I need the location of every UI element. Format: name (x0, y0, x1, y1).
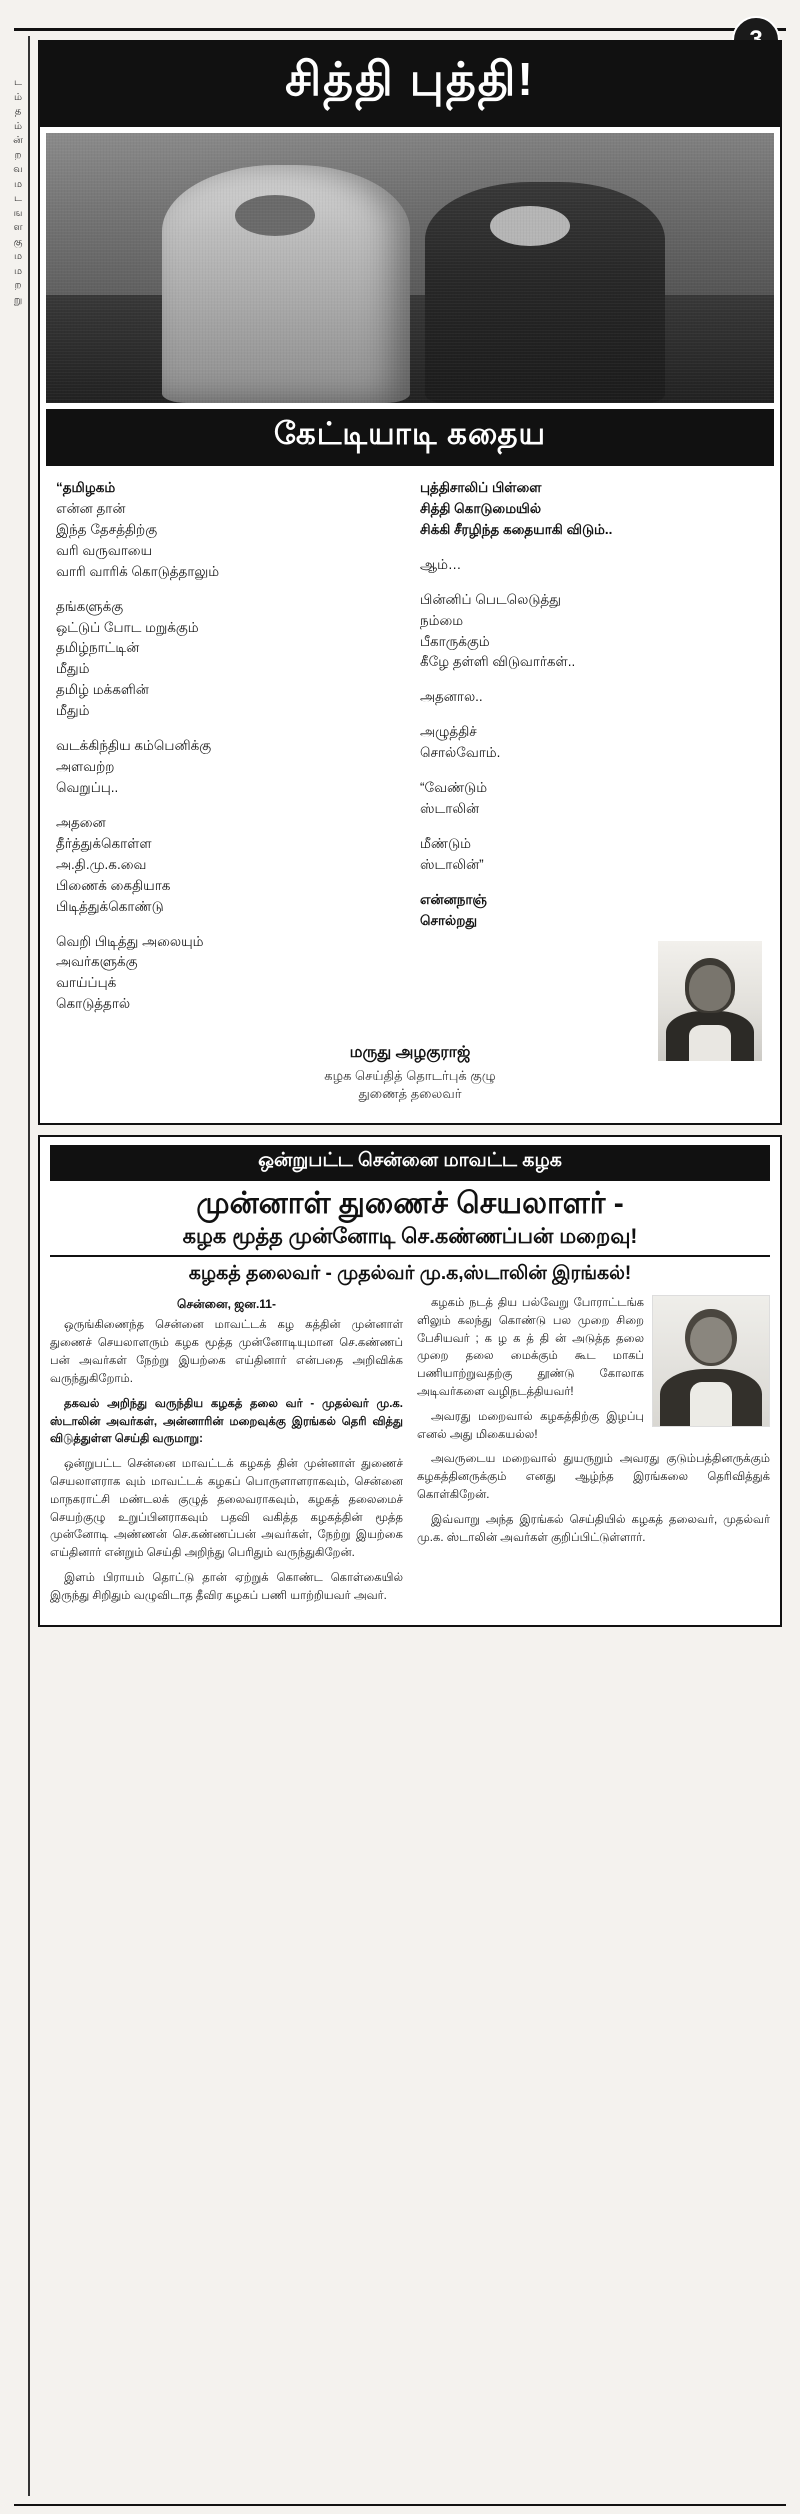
poem-line: பிணைக் கைதியாக (56, 877, 171, 893)
article2-body (50, 1295, 770, 1613)
poem-line: சொல்றது (420, 912, 478, 928)
strip-char: ள (13, 222, 23, 233)
article-sithi-putthi (38, 40, 782, 1125)
article-obituary (38, 1135, 782, 1626)
poem-line: இந்த தேசத்திற்கு (56, 521, 158, 537)
poem-line: வாரி வாரிக் கொடுத்தாலும் (56, 563, 220, 579)
strip-char: த (14, 106, 22, 117)
strip-char: ட (14, 77, 22, 88)
poem-stanza (56, 597, 400, 723)
poem-line: தமிழ் மக்களின் (56, 682, 149, 698)
poem-line: சொல்வோம். (420, 745, 501, 761)
poem-line: பீகாருக்கும் (420, 633, 490, 649)
strip-char: வ (13, 164, 23, 175)
poem-stanza (420, 590, 764, 674)
poem-line: ஒட்டுப் போட மறுக்கும் (56, 619, 199, 635)
article2-headline-1: முன்னாள் துணைச் செயலாளர் - (196, 1187, 624, 1221)
poem-line: வடக்கிந்திய கம்பெனிக்கு (56, 738, 212, 754)
poem-line: ஆம்… (420, 556, 462, 572)
body-paragraph: இவ்வாறு அந்த இரங்கல் செய்தியில் கழகத் தலைவர், முதல்வர் மு.க. ஸ்டாலின் அவர்கள் குறிப்பிட்டுள்ளார். (417, 1513, 770, 1544)
body-paragraph: ஒருங்கிணைந்த சென்னை மாவட்டக் கழ கத்தின் முன்னாள் துணைச் செயலாளரும் கழக மூத்த முன்னோடியுமான செ.கண்ணப் பன் அவர்கள் நேற்று இயற்கை எய்தினார் என்பதை அறிவிக்க வருந்துகிறோம். (50, 1319, 403, 1385)
body-paragraph: அவரது மறைவால் கழகத்திற்கு இழப்பு எனல் அது மிகையல்ல! (417, 1410, 644, 1441)
poem-line: தமிழ்நாட்டின் (56, 640, 140, 656)
page-number-bar (0, 10, 800, 44)
strip-char: ற (14, 280, 22, 291)
photo-grain-overlay (46, 133, 774, 403)
article2-kicker: ஒன்றுபட்ட சென்னை மாவட்ட கழக (50, 1145, 770, 1181)
poem-line: தீர்த்துக்கொள்ள (56, 835, 152, 851)
poem-line: அளவற்ற (56, 759, 115, 775)
author-role-line2: துணைத் தலைவர் (358, 1086, 462, 1102)
poem-line: “வேண்டும் (420, 780, 488, 796)
article1-photo-caption: கேட்டியாடி கதைய (46, 409, 774, 466)
strip-char: ம் (13, 91, 23, 103)
poem-line: மீதும் (56, 703, 90, 719)
portrait-shirt (689, 1025, 731, 1061)
author-portrait (658, 941, 762, 1061)
article2-headline-3: கழகத் தலைவர் - முதல்வர் மு.க,ஸ்டாலின் இரங்கல்! (188, 1262, 632, 1284)
poem-line: பிடித்துக்கொண்டு (56, 898, 164, 914)
poem-line: அ.தி.மு.க.வை (56, 856, 147, 872)
poem-stanza (420, 722, 764, 764)
body-paragraph: அவருடைய மறைவால் துயருறும் அவரது குடும்பத்தினருக்கும் கழகத்தினருக்கும் எனது ஆழ்ந்த இரங்கலை தெரிவித்துக் கொள்கிறேன். (417, 1453, 770, 1502)
article1-photo (46, 133, 774, 403)
poem-stanza (420, 687, 764, 708)
dateline: சென்னை, ஜன.11- (177, 1296, 276, 1311)
portrait-face (690, 1317, 732, 1364)
author-name: மருது அழகுராஜ் (349, 1044, 471, 1062)
poem-line: மீண்டும் (420, 835, 471, 851)
poem-line: வெறி பிடித்து அலையும் (56, 933, 204, 949)
main-content (34, 40, 786, 2500)
strip-char: ற (14, 149, 22, 161)
portrait-face (689, 965, 731, 1011)
poem-line: அதனை (56, 814, 106, 830)
author-role-line1: கழக செய்தித் தொடர்புக் குழு (324, 1068, 496, 1084)
poem-line: அழுத்திச் (420, 724, 477, 740)
strip-char: ம் (13, 120, 23, 132)
poem-line: ஸ்டாலின்” (420, 856, 484, 872)
poem-line: புத்திசாலிப் பிள்ளை (420, 480, 542, 495)
strip-char: ங (13, 207, 23, 219)
poem-column-left (56, 478, 400, 1029)
poem-line: வாய்ப்புக் (56, 975, 117, 991)
article1-title: சித்தி புத்தி! (40, 42, 780, 127)
article1-credit (40, 1037, 780, 1123)
poem-stanza (56, 932, 400, 1016)
body-paragraph: ஒன்றுபட்ட சென்னை மாவட்டக் கழகத் தின் முன்னாள் துணைச் செயலாளராக வும் மாவட்டக் கழகப் பொருளாளராகவும், சென்னை மாநகராட்சி மண்டலக் குழுத் தலைவராகவும், கழகத் தலைமைச் செயற்குழு உறுப்பினராகவும் பதவி வகித்த கழகத்தின் மூத்த முன்னோடி அண்ணன் செ.கண்ணப்பன் அவர்கள், நேற்று இயற்கை எய்தினார் என்றும் செய்தி அறிந்து பெரிதும் வருந்துகிறேன். (50, 1458, 403, 1560)
poem-line: கீழே தள்ளி விடுவார்கள்.. (420, 654, 576, 670)
article2-divider (50, 1255, 770, 1257)
article2-headline-2: கழக மூத்த முன்னோடி செ.கண்ணப்பன் மறைவு! (182, 1224, 638, 1248)
deceased-portrait (652, 1295, 770, 1427)
strip-char: று (13, 294, 23, 306)
poem-line: தங்களுக்கு (56, 598, 124, 614)
poem-stanza (420, 478, 764, 541)
poem-line: வரி வருவாயை (56, 542, 153, 558)
poem-stanza (56, 478, 400, 583)
portrait-shirt (690, 1382, 732, 1426)
poem-stanza (420, 778, 764, 820)
bottom-rule (14, 2504, 786, 2506)
strip-char: ம (13, 251, 23, 262)
poem-line: என்னநாஞ் (420, 891, 487, 907)
poem-line: அதனால.. (420, 689, 483, 705)
poem-line: “தமிழகம் (56, 480, 116, 495)
poem-line: என்ன தான் (56, 500, 126, 516)
poem-stanza (56, 813, 400, 918)
body-paragraph: கழகம் நடத் திய பல்வேறு போராட்டங்க ளிலும் கலந்து கொண்டு பல முறை சிறை பேசியவர் ; க ழ க த் தி ன் அடுத்த தலை முறை தலை மைக்கும் கூட மாகப் பணியாற்றுவதற்கு தூண்டு கோலாக அடிவர்களை வழிநடத்தியவர்! (417, 1296, 644, 1398)
body-paragraph: தகவல் அறிந்து வருந்திய கழகத் தலை வர் - முதல்வர் மு.க. ஸ்டாலின் அவர்கள், அன்னாரின் மறைவுக்கு இரங்கல் தெரி வித்து விடுத்துள்ள செய்தி வருமாறு: (50, 1397, 403, 1446)
strip-char: ம (13, 178, 23, 190)
poem-stanza (420, 890, 764, 932)
strip-char: ட (14, 193, 22, 204)
strip-char: ம (13, 265, 23, 277)
poem-stanza (56, 736, 400, 799)
strip-char: கு (13, 236, 23, 248)
article2-column-right (417, 1295, 770, 1613)
article2-column-left (50, 1295, 403, 1613)
poem-line: சிக்கி சீரழிந்த கதையாகி விடும்.. (420, 521, 613, 537)
poem-line: வெறுப்பு.. (56, 779, 119, 795)
poem-line: நம்மை (420, 612, 464, 628)
poem-line: அவர்களுக்கு (56, 954, 138, 970)
poem-line: பின்னிப் பெடலெடுத்து (420, 591, 561, 607)
photo-image (46, 133, 774, 403)
left-column-strip (8, 36, 30, 2496)
poem-line: ஸ்டாலின் (420, 801, 480, 817)
body-paragraph: இளம் பிராயம் தொட்டு தான் ஏற்றுக் கொண்ட கொள்கையில் இருந்து சிறிதும் வழுவிடாத தீவிர கழகப் பணி யாற்றியவர் அவர். (50, 1572, 403, 1602)
strip-char: ன் (13, 135, 23, 146)
poem-line: மீதும் (56, 661, 90, 677)
poem-stanza (420, 834, 764, 876)
poem-stanza (420, 555, 764, 576)
poem-line: கொடுத்தால் (56, 996, 131, 1012)
poem-line: சித்தி கொடுமையில் (420, 500, 542, 516)
